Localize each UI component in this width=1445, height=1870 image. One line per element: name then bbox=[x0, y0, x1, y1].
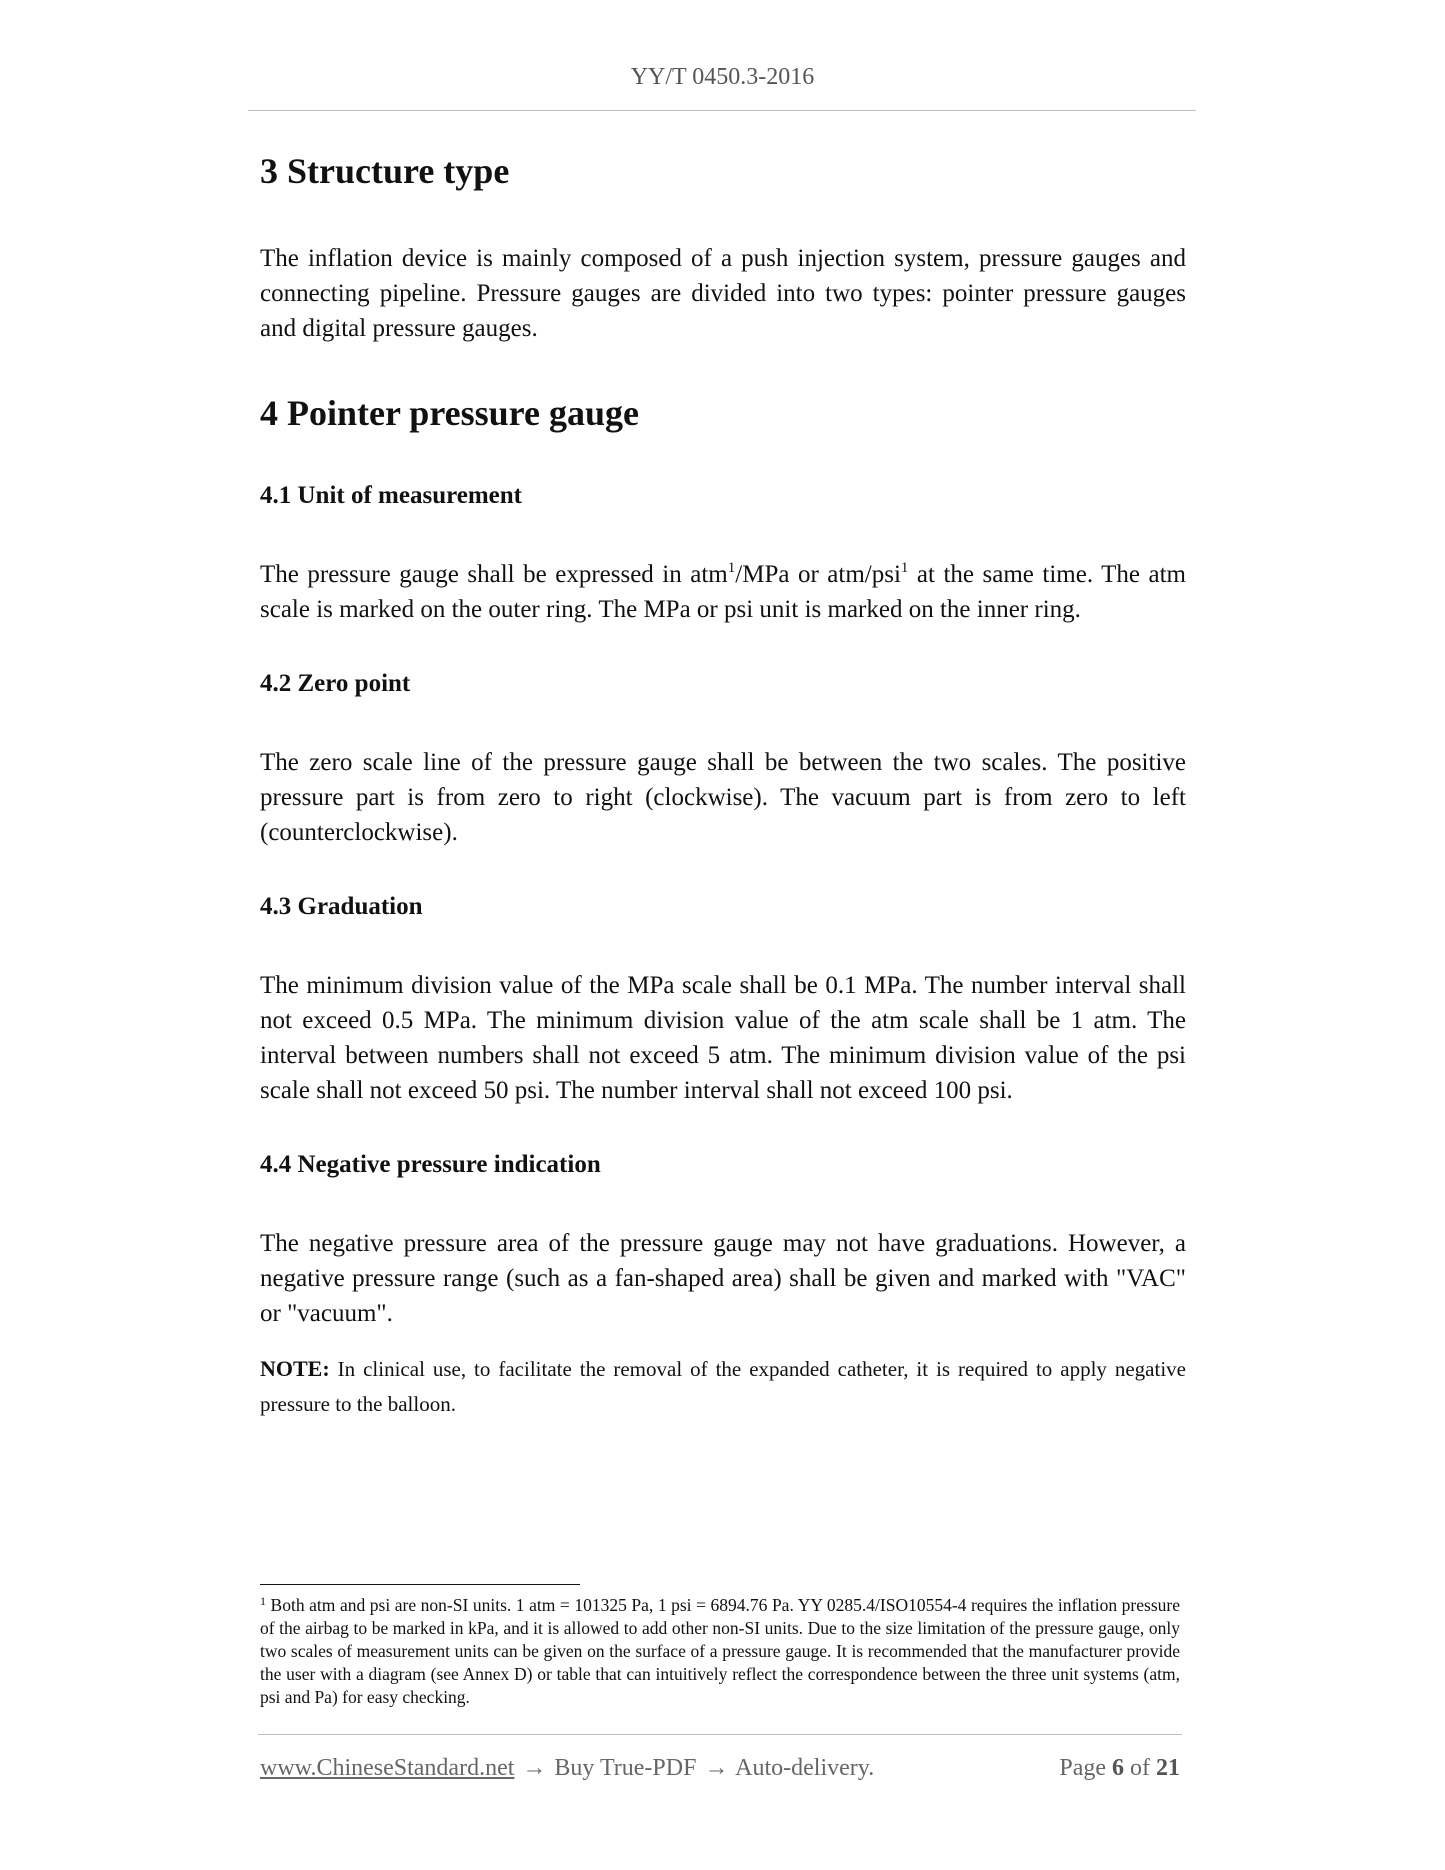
page-footer bbox=[260, 1755, 1180, 1782]
footnote-marker: 1 bbox=[260, 1594, 266, 1608]
footer-divider bbox=[258, 1734, 1182, 1735]
page-current: 6 bbox=[1112, 1755, 1124, 1781]
main-content bbox=[260, 150, 1186, 1422]
page-total: 21 bbox=[1156, 1755, 1180, 1781]
section-4-1-text-part3: at the same time. The atm scale is marked on the outer ring. The MPa or psi unit is marked on the inner ring. bbox=[260, 561, 1187, 624]
section-4-3-title: 4.3 Graduation bbox=[260, 893, 423, 921]
section-4-1-title: 4.1 Unit of measurement bbox=[260, 482, 522, 510]
section-3-paragraph: The inflation device is mainly composed of a push injection system, pressure gauges and connecting pipeline. Pressure gauges are divided into two types: pointer pressure gauges and digital pressure gauges. bbox=[260, 245, 1186, 343]
footnote-divider bbox=[260, 1584, 580, 1585]
document-header-id: YY/T 0450.3-2016 bbox=[630, 64, 815, 90]
note-text: In clinical use, to facilitate the removal of the expanded catheter, it is required to apply negative pressure to the balloon. bbox=[260, 1357, 1186, 1417]
section-4-1-text-part2: /MPa or atm/psi bbox=[735, 561, 901, 589]
section-4-2-paragraph: The zero scale line of the pressure gauge shall be between the two scales. The positive pressure part is from zero to right (clockwise). The vacuum part is from zero to left (counterclockwise). bbox=[260, 749, 1186, 847]
footnote-text: Both atm and psi are non-SI units. 1 atm = 101325 Pa, 1 psi = 6894.76 Pa. YY 0285.4/ISO10554-4 requires the inflation pressure of the airbag to be marked in kPa, and it is allowed to add other non-SI units. Due to the size limitation of the pressure gauge, only two scales of measurement units can be given on the surface of a pressure gauge. It is recommended that the manufacturer provide the user with a diagram (see Annex D) or table that can intuitively reflect the correspondence between the three unit systems (atm, psi and Pa) for easy checking. bbox=[260, 1595, 1180, 1707]
note-label: NOTE: bbox=[260, 1356, 330, 1382]
section-4-1-paragraph bbox=[260, 557, 1186, 627]
section-4-4-title: 4.4 Negative pressure indication bbox=[260, 1151, 601, 1179]
page-of-label: of bbox=[1124, 1755, 1156, 1781]
page-number bbox=[1059, 1755, 1180, 1782]
section-4-2-title: 4.2 Zero point bbox=[260, 670, 411, 698]
footnote-ref-1: 1 bbox=[727, 560, 736, 577]
footnote-ref-2: 1 bbox=[900, 560, 909, 577]
footnote bbox=[260, 1594, 1180, 1709]
arrow-right-icon: → bbox=[522, 1755, 547, 1781]
section-4-3-paragraph: The minimum division value of the MPa scale shall be 0.1 MPa. The number interval shall not exceed 0.5 MPa. The minimum division value of the atm scale shall be 1 atm. The interval between numbers shall not exceed 5 atm. The minimum division value of the psi scale shall not exceed 50 psi. The number interval shall not exceed 100 psi. bbox=[260, 972, 1186, 1105]
page-label: Page bbox=[1059, 1755, 1112, 1781]
buy-true-pdf-text: Buy True-PDF bbox=[548, 1755, 703, 1781]
section-4-4-paragraph: The negative pressure area of the pressure gauge may not have graduations. However, a negative pressure range (such as a fan-shaped area) shall be given and marked with "VAC" or "vacuum". bbox=[260, 1230, 1186, 1328]
section-4-title: 4 Pointer pressure gauge bbox=[260, 393, 639, 434]
header-divider bbox=[248, 110, 1196, 111]
section-4-4-note bbox=[260, 1351, 1186, 1422]
arrow-right-icon: → bbox=[704, 1755, 729, 1781]
section-4-1-text-part1: The pressure gauge shall be expressed in atm bbox=[260, 561, 728, 589]
section-3-title: 3 Structure type bbox=[260, 151, 510, 191]
auto-delivery-text: Auto-delivery. bbox=[730, 1755, 875, 1781]
website-link[interactable]: www.ChineseStandard.net bbox=[260, 1755, 515, 1781]
